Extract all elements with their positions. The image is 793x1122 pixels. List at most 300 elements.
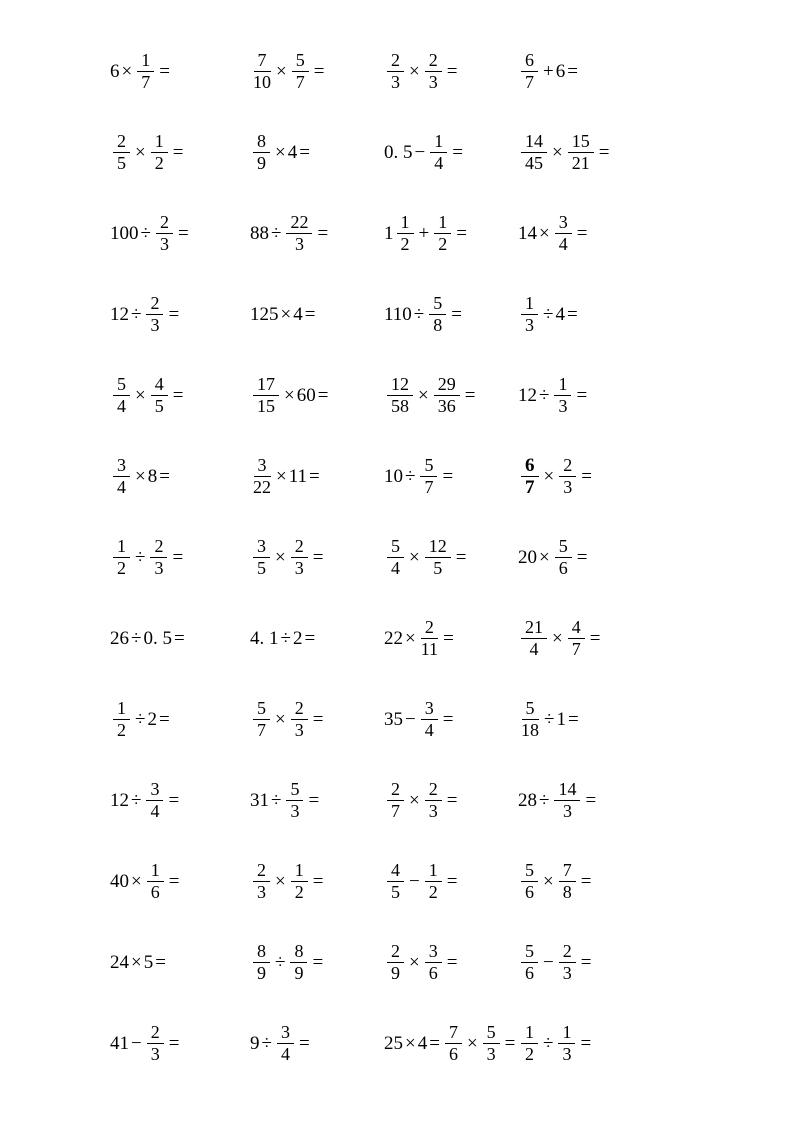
problem-cell xyxy=(110,355,250,436)
denominator: 4 xyxy=(280,1044,290,1064)
problem-cell xyxy=(110,193,250,274)
operator: = xyxy=(455,547,467,568)
operator: × xyxy=(539,547,550,568)
denominator: 7 xyxy=(525,477,535,498)
problem-cell xyxy=(250,841,384,922)
operator: = xyxy=(442,466,454,487)
numerator: 4 xyxy=(151,374,168,396)
operator: ÷ xyxy=(275,952,286,973)
fraction xyxy=(387,536,404,579)
operator: × xyxy=(466,1033,478,1054)
operator: = xyxy=(168,1033,180,1054)
operator: = xyxy=(589,628,601,649)
operator: = xyxy=(155,952,166,973)
denominator: 3 xyxy=(150,1044,160,1064)
numerator: 1 xyxy=(137,50,154,72)
fraction xyxy=(113,131,130,174)
numerator: 8 xyxy=(290,941,307,963)
numerator: 3 xyxy=(113,455,130,477)
operator: × xyxy=(275,547,286,568)
denominator: 3 xyxy=(294,558,304,578)
operator: ÷ xyxy=(131,628,142,649)
fraction xyxy=(137,50,154,93)
operator: = xyxy=(581,466,592,487)
problem-cell xyxy=(110,1003,250,1084)
numerator: 5 xyxy=(113,374,130,396)
denominator: 6 xyxy=(525,882,534,902)
operator: = xyxy=(456,223,467,244)
denominator: 7 xyxy=(295,72,305,92)
problem-cell xyxy=(384,841,518,922)
operator: = xyxy=(309,466,320,487)
operator: = xyxy=(443,628,454,649)
fraction xyxy=(147,860,164,903)
denominator: 4 xyxy=(529,639,539,659)
number: 1 xyxy=(556,709,566,730)
operator: = xyxy=(567,61,578,82)
problem-cell xyxy=(518,193,668,274)
operator: = xyxy=(566,304,578,325)
operator: = xyxy=(452,142,463,163)
numerator: 2 xyxy=(291,536,308,558)
number: 12 xyxy=(110,790,129,811)
fraction xyxy=(429,293,446,336)
numerator: 4 xyxy=(568,617,585,639)
fraction xyxy=(387,779,404,822)
operator: = xyxy=(446,790,458,811)
problem-cell xyxy=(110,679,250,760)
operator: = xyxy=(446,952,458,973)
fraction xyxy=(521,1022,538,1065)
fraction xyxy=(291,860,308,903)
fraction xyxy=(113,374,130,417)
operator: × xyxy=(552,628,563,649)
numerator: 1 xyxy=(151,131,168,153)
fraction xyxy=(430,131,447,174)
operator: = xyxy=(442,709,454,730)
operator: − xyxy=(543,952,554,973)
problem-cell xyxy=(110,598,250,679)
number: 12 xyxy=(110,304,129,325)
denominator: 7 xyxy=(257,720,266,740)
problem-cell xyxy=(518,436,668,517)
numerator: 6 xyxy=(521,455,539,477)
number: 110 xyxy=(384,304,412,325)
numerator: 7 xyxy=(559,860,576,882)
fraction xyxy=(150,536,167,579)
operator: × xyxy=(405,628,416,649)
numerator: 5 xyxy=(521,941,538,963)
operator: × xyxy=(552,142,563,163)
numerator: 5 xyxy=(420,455,437,477)
numerator: 3 xyxy=(146,779,163,801)
fraction xyxy=(554,779,580,822)
operator: = xyxy=(172,547,184,568)
denominator: 3 xyxy=(294,234,304,254)
denominator: 3 xyxy=(154,558,164,578)
denominator: 3 xyxy=(562,963,572,983)
numerator: 1 xyxy=(425,860,442,882)
operator: = xyxy=(313,61,325,82)
operator: = xyxy=(168,871,180,892)
fraction xyxy=(559,455,576,498)
numerator: 15 xyxy=(568,131,594,153)
operator: = xyxy=(580,952,592,973)
numerator: 5 xyxy=(253,698,270,720)
operator: × xyxy=(131,952,142,973)
number: 0. 5 xyxy=(384,142,413,163)
denominator: 7 xyxy=(424,477,434,497)
problem-cell xyxy=(518,31,668,112)
problem-cell xyxy=(110,436,250,517)
operator: ÷ xyxy=(271,223,282,244)
numerator: 3 xyxy=(277,1022,294,1044)
fraction xyxy=(559,860,576,903)
fraction xyxy=(387,941,404,984)
number: 4. 1 xyxy=(250,628,279,649)
fraction xyxy=(291,536,308,579)
operator: = xyxy=(308,790,320,811)
problem-cell xyxy=(250,517,384,598)
operator: = xyxy=(429,1033,440,1054)
numerator: 2 xyxy=(425,50,442,72)
problem-cell xyxy=(250,679,384,760)
fraction xyxy=(555,212,572,255)
numerator: 3 xyxy=(253,536,270,558)
operator: × xyxy=(275,871,286,892)
denominator: 11 xyxy=(420,639,439,659)
numerator: 12 xyxy=(425,536,451,558)
problem-cell xyxy=(384,355,518,436)
number: 11 xyxy=(288,466,308,487)
numerator: 14 xyxy=(554,779,580,801)
problem-cell xyxy=(518,760,668,841)
problem-cell xyxy=(250,1003,384,1084)
fraction xyxy=(387,374,413,417)
operator: = xyxy=(298,1033,310,1054)
numerator: 1 xyxy=(113,698,130,720)
problem-cell xyxy=(384,922,518,1003)
denominator: 6 xyxy=(448,1044,458,1064)
fraction xyxy=(558,1022,575,1065)
worksheet-grid xyxy=(110,31,793,1084)
numerator: 12 xyxy=(387,374,413,396)
operator: ÷ xyxy=(543,304,554,325)
problem-cell xyxy=(384,1003,518,1084)
denominator: 2 xyxy=(154,153,164,173)
denominator: 2 xyxy=(525,1044,534,1064)
denominator: 2 xyxy=(294,882,304,902)
problem-cell xyxy=(110,517,250,598)
problem-cell xyxy=(384,274,518,355)
denominator: 2 xyxy=(400,234,410,254)
denominator: 3 xyxy=(257,882,266,902)
problem-cell xyxy=(250,274,384,355)
denominator: 21 xyxy=(571,153,590,173)
denominator: 6 xyxy=(150,882,160,902)
denominator: 2 xyxy=(117,720,126,740)
operator: = xyxy=(464,385,476,406)
denominator: 3 xyxy=(159,234,169,254)
problem-cell xyxy=(518,112,668,193)
fraction xyxy=(151,374,168,417)
fraction xyxy=(253,455,271,498)
denominator: 5 xyxy=(154,396,164,416)
number: 8 xyxy=(147,466,158,487)
number: 14 xyxy=(518,223,537,244)
numerator: 2 xyxy=(146,293,163,315)
operator: = xyxy=(312,547,324,568)
fraction xyxy=(387,860,404,903)
problem-cell xyxy=(384,436,518,517)
denominator: 7 xyxy=(141,72,151,92)
number: 4 xyxy=(555,304,565,325)
operator: − xyxy=(405,709,416,730)
fraction xyxy=(420,455,437,498)
fraction xyxy=(445,1022,462,1065)
numerator: 2 xyxy=(147,1022,164,1044)
fraction xyxy=(290,941,307,984)
fraction xyxy=(253,860,270,903)
operator: ÷ xyxy=(271,790,282,811)
operator: × xyxy=(405,1033,416,1054)
operator: = xyxy=(580,871,592,892)
denominator: 2 xyxy=(117,558,126,578)
operator: × xyxy=(284,385,295,406)
denominator: 8 xyxy=(433,315,443,335)
denominator: 9 xyxy=(257,153,266,173)
operator: = xyxy=(304,628,316,649)
denominator: 45 xyxy=(525,153,543,173)
number: 4 xyxy=(417,1033,428,1054)
number: 9 xyxy=(250,1033,260,1054)
operator: × xyxy=(409,790,420,811)
operator: × xyxy=(121,61,133,82)
fraction xyxy=(425,536,451,579)
number: 10 xyxy=(384,466,403,487)
denominator: 4 xyxy=(117,477,126,497)
problem-cell xyxy=(384,112,518,193)
fraction xyxy=(286,779,303,822)
number: 40 xyxy=(110,871,129,892)
denominator: 5 xyxy=(117,153,126,173)
operator: = xyxy=(158,709,170,730)
numerator: 1 xyxy=(147,860,164,882)
fraction xyxy=(156,212,173,255)
number: 88 xyxy=(250,223,269,244)
problem-cell xyxy=(518,274,668,355)
denominator: 3 xyxy=(294,720,304,740)
operator: × xyxy=(543,466,555,487)
denominator: 2 xyxy=(438,234,448,254)
problem-cell xyxy=(250,598,384,679)
problem-cell xyxy=(518,841,668,922)
number: 5 xyxy=(143,952,154,973)
numerator: 6 xyxy=(521,50,538,72)
numerator: 1 xyxy=(113,536,130,558)
problem-cell xyxy=(518,517,668,598)
fraction xyxy=(253,374,279,417)
operator: = xyxy=(317,223,329,244)
fraction xyxy=(397,212,414,255)
denominator: 2 xyxy=(428,882,438,902)
fraction xyxy=(146,293,163,336)
problem-cell xyxy=(518,679,668,760)
fraction xyxy=(521,455,539,498)
operator: = xyxy=(567,709,579,730)
fraction xyxy=(253,536,270,579)
fraction xyxy=(521,860,538,903)
fraction xyxy=(113,536,130,579)
fraction xyxy=(113,455,130,498)
problem-cell xyxy=(110,760,250,841)
fraction xyxy=(387,50,404,93)
numerator: 2 xyxy=(387,779,404,801)
numerator: 1 xyxy=(291,860,308,882)
fraction xyxy=(113,698,130,741)
denominator: 6 xyxy=(558,558,568,578)
number: 25 xyxy=(384,1033,403,1054)
problem-cell xyxy=(250,922,384,1003)
denominator: 6 xyxy=(525,963,534,983)
denominator: 6 xyxy=(428,963,438,983)
operator: × xyxy=(276,61,287,82)
numerator: 5 xyxy=(521,860,538,882)
denominator: 3 xyxy=(525,315,534,335)
denominator: 9 xyxy=(391,963,400,983)
numerator: 5 xyxy=(555,536,572,558)
operator: = xyxy=(446,871,458,892)
fraction xyxy=(521,50,538,93)
fraction xyxy=(286,212,312,255)
operator: = xyxy=(159,466,170,487)
problem-cell xyxy=(250,436,384,517)
fraction xyxy=(292,50,309,93)
number: 6 xyxy=(110,61,120,82)
operator: = xyxy=(159,61,170,82)
denominator: 3 xyxy=(486,1044,496,1064)
denominator: 3 xyxy=(428,801,438,821)
operator: = xyxy=(585,790,597,811)
problem-cell xyxy=(384,193,518,274)
numerator: 2 xyxy=(291,698,308,720)
number: 60 xyxy=(296,385,316,406)
numerator: 1 xyxy=(554,374,571,396)
operator: = xyxy=(580,1033,592,1054)
operator: × xyxy=(418,385,429,406)
numerator: 5 xyxy=(483,1022,500,1044)
operator: × xyxy=(409,61,420,82)
number: 20 xyxy=(518,547,537,568)
operator: = xyxy=(598,142,610,163)
problem-cell xyxy=(110,922,250,1003)
operator: × xyxy=(275,142,286,163)
numerator: 3 xyxy=(425,941,442,963)
numerator: 3 xyxy=(254,455,271,477)
operator: = xyxy=(168,304,180,325)
problem-cell xyxy=(384,31,518,112)
denominator: 3 xyxy=(558,396,568,416)
problem-cell xyxy=(250,760,384,841)
numerator: 5 xyxy=(387,536,404,558)
operator: ÷ xyxy=(140,223,151,244)
fraction xyxy=(277,1022,294,1065)
numerator: 7 xyxy=(254,50,271,72)
operator: ÷ xyxy=(405,466,416,487)
operator: ÷ xyxy=(280,628,291,649)
operator: × xyxy=(539,223,550,244)
operator: × xyxy=(135,385,146,406)
operator: ÷ xyxy=(544,709,555,730)
problem-cell xyxy=(384,679,518,760)
fraction xyxy=(434,374,460,417)
fraction xyxy=(291,698,308,741)
number: 1 xyxy=(384,223,394,244)
fraction xyxy=(147,1022,164,1065)
operator: ÷ xyxy=(135,547,146,568)
operator: = xyxy=(317,385,329,406)
denominator: 7 xyxy=(391,801,400,821)
denominator: 5 xyxy=(391,882,400,902)
denominator: 5 xyxy=(257,558,266,578)
numerator: 2 xyxy=(421,617,438,639)
operator: × xyxy=(131,871,142,892)
operator: = xyxy=(576,223,588,244)
fraction xyxy=(559,941,576,984)
operator: = xyxy=(312,709,324,730)
problem-cell xyxy=(250,193,384,274)
problem-cell xyxy=(110,31,250,112)
fraction xyxy=(555,536,572,579)
problem-cell xyxy=(110,112,250,193)
operator: + xyxy=(543,61,554,82)
operator: = xyxy=(172,142,184,163)
denominator: 22 xyxy=(253,477,271,497)
numerator: 2 xyxy=(425,779,442,801)
numerator: 2 xyxy=(113,131,130,153)
denominator: 9 xyxy=(257,963,266,983)
operator: = xyxy=(177,223,189,244)
number: 6 xyxy=(555,61,566,82)
number: 2 xyxy=(292,628,303,649)
problem-cell xyxy=(518,1003,668,1084)
number: 0. 5 xyxy=(143,628,172,649)
denominator: 8 xyxy=(562,882,572,902)
number: 22 xyxy=(384,628,403,649)
denominator: 18 xyxy=(521,720,539,740)
numerator: 1 xyxy=(434,212,451,234)
fraction xyxy=(425,941,442,984)
number: 4 xyxy=(287,142,298,163)
fraction xyxy=(521,131,547,174)
numerator: 5 xyxy=(522,698,539,720)
operator: ÷ xyxy=(413,304,425,325)
numerator: 2 xyxy=(150,536,167,558)
fraction xyxy=(554,374,571,417)
fraction xyxy=(521,617,547,660)
number: 26 xyxy=(110,628,129,649)
denominator: 3 xyxy=(150,315,160,335)
fraction xyxy=(521,293,538,336)
operator: = xyxy=(451,304,462,325)
problem-cell xyxy=(518,355,668,436)
numerator: 29 xyxy=(434,374,460,396)
denominator: 3 xyxy=(562,801,572,821)
numerator: 14 xyxy=(521,131,547,153)
numerator: 2 xyxy=(387,941,404,963)
operator: ÷ xyxy=(135,709,146,730)
numerator: 2 xyxy=(559,455,576,477)
